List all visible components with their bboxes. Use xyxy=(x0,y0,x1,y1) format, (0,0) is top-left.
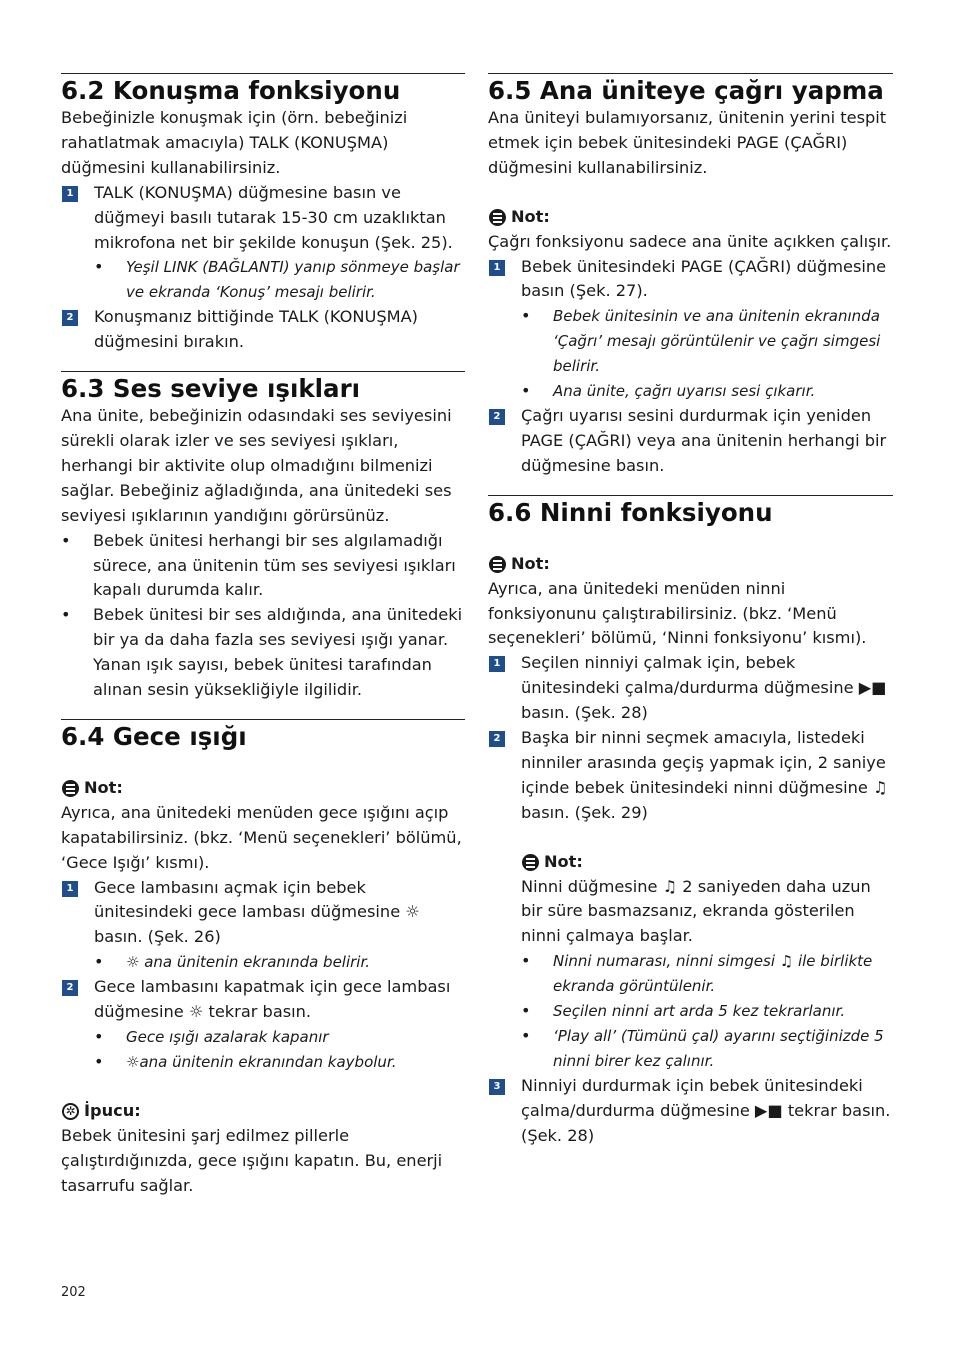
list-item xyxy=(94,1025,465,1050)
lullaby-step-3 xyxy=(488,1074,893,1149)
night-light-step-1 xyxy=(61,876,465,951)
list-item xyxy=(94,1050,465,1075)
bullet-text: ☼ ana ünitenin ekranında belirir. xyxy=(126,953,371,972)
step-text: Ninniyi durdurmak için bebek ünitesindeki çalma/durdurma düğmesine ▶■ tekrar basın. (Şek. 28) xyxy=(521,1075,891,1145)
step-number-badge: 2 xyxy=(62,980,78,996)
list-item xyxy=(94,950,465,975)
step-text: Çağrı uyarısı sesini durdurmak için yeniden PAGE (ÇAĞRI) veya ana ünitenin herhangi bir düğmesine basın. xyxy=(521,405,887,475)
night-light-step-1-result xyxy=(61,950,465,975)
note-icon xyxy=(62,780,79,797)
note-text: Ayrıca, ana ünitedeki menüden ninni fonksiyonunu çalıştırabilirsiniz. (bkz. ‘Menü seçenekleri’ bölümü, ‘Ninni fonksiyonu’ kısmı). xyxy=(488,578,867,648)
sound-lights-intro: Ana ünite, bebeğinizin odasındaki ses seviyesini sürekli olarak izler ve ses seviyesi ışıkları, herhangi bir aktivite olup olmadığını bilmenizi sağlar. Bebeğiniz ağladığında, ana ünitedeki ses seviyesi ışıklarının yandığını görürsünüz. xyxy=(61,406,452,525)
bullet-mark: • xyxy=(521,306,531,326)
bullet-mark: • xyxy=(94,1027,104,1046)
bullet-text: Bebek ünitesi herhangi bir ses algılamadığı sürece, ana ünitenin tüm ses seviyesi ışıkları kapalı durumda kalır. xyxy=(93,530,456,600)
lullaby-nested-note xyxy=(488,826,893,1074)
note-text: Çağrı fonksiyonu sadece ana ünite açıkken çalışır. xyxy=(488,231,892,251)
bullet-mark: • xyxy=(521,951,531,971)
bullet-text: Ninni numarası, ninni simgesi ♫ ile birlikte ekranda görüntülenir. xyxy=(553,952,873,996)
step-number-badge: 1 xyxy=(489,656,505,672)
step-number-badge: 1 xyxy=(62,186,78,202)
note-heading xyxy=(521,850,893,875)
note-label: Not: xyxy=(544,851,583,871)
tip-heading xyxy=(61,1099,465,1124)
list-item xyxy=(61,529,465,604)
section-sound-lights xyxy=(61,371,465,703)
bullet-mark: • xyxy=(521,1001,531,1021)
list-item xyxy=(521,999,893,1024)
bullet-text: ‘Play all’ (Tümünü çal) ayarını seçtiğinizde 5 ninni birer kez çalınır. xyxy=(553,1027,884,1070)
list-item xyxy=(521,1024,893,1074)
note-bullets xyxy=(521,949,893,1074)
step-text: Gece lambasını kapatmak için gece lambası düğmesine ☼ tekrar basın. xyxy=(94,977,451,1022)
note-heading xyxy=(488,552,893,577)
bullet-mark: • xyxy=(94,257,104,277)
note-heading xyxy=(61,776,465,801)
list-item xyxy=(521,949,893,999)
tip-text: Bebek ünitesini şarj edilmez pillerle çalıştırdığınızda, gece ışığını kapatın. Bu, enerji tasarrufu sağlar. xyxy=(61,1125,443,1195)
note-text: Ninni düğmesine ♫ 2 saniyeden daha uzun bir süre basmazsanız, ekranda gösterilen ninni çalmaya başlar. xyxy=(521,876,871,946)
lullaby-step-1 xyxy=(488,651,893,726)
bullet-text: ☼ana ünitenin ekranından kaybolur. xyxy=(126,1052,397,1071)
bullet-text: Bebek ünitesi bir ses aldığında, ana ünitedeki bir ya da daha fazla ses seviyesi ışığı yanar. Yanan ışık sayısı, bebek ünitesi tarafından alınan sesin yüksekliğiyle ilgilidir. xyxy=(93,605,463,700)
step-number-badge: 2 xyxy=(489,409,505,425)
bullet-text: Ana ünite, çağrı uyarısı sesi çıkarır. xyxy=(553,382,816,401)
talk-step-2 xyxy=(61,305,465,355)
tip-label: İpucu: xyxy=(84,1100,141,1120)
step-text: Başka bir ninni seçmek amacıyla, listedeki ninniler arasında geçiş yapmak için, 2 saniye içinde bebek ünitesindeki ninni düğmesine ♫ basın. (Şek. 29) xyxy=(521,728,888,822)
step-text: Gece lambasını açmak için bebek ünitesindeki gece lambası düğmesine ☼ basın. (Şek. 26) xyxy=(94,877,420,947)
note-text: Ayrıca, ana ünitedeki menüden gece ışığını açıp kapatabilirsiniz. (bkz. ‘Menü seçenekleri’ bölümü, ‘Gece Işığı’ kısmı). xyxy=(61,802,462,872)
talk-intro: Bebeğinizle konuşmak için (örn. bebeğinizi rahatlatmak amacıyla) TALK (KONUŞMA) düğmesini kullanabilirsiniz. xyxy=(61,108,408,177)
section-title-talk: 6.2 Konuşma fonksiyonu xyxy=(61,76,401,105)
step-number-badge: 3 xyxy=(489,1079,505,1095)
step-number-badge: 1 xyxy=(489,260,505,276)
list-item xyxy=(521,379,893,404)
section-title-night-light: 6.4 Gece ışığı xyxy=(61,721,247,751)
lullaby-step-2 xyxy=(488,726,893,826)
talk-step-1 xyxy=(61,181,465,256)
step-text: Seçilen ninniyi çalmak için, bebek ünitesindeki çalma/durdurma düğmesine ▶■ basın. (Şek. 28) xyxy=(521,653,887,723)
bullet-mark: • xyxy=(94,952,104,972)
note-label: Not: xyxy=(511,553,550,573)
list-item xyxy=(521,304,893,379)
section-lullaby xyxy=(488,495,893,1149)
bullet-mark: • xyxy=(521,1026,531,1045)
talk-step-1-result xyxy=(61,255,465,305)
step-number-badge: 2 xyxy=(62,310,78,326)
section-talk xyxy=(61,73,465,355)
bullet-text: Seçilen ninni art arda 5 kez tekrarlanır. xyxy=(553,1002,846,1021)
paging-step-1 xyxy=(488,255,893,305)
section-paging xyxy=(488,73,893,479)
page-number: 202 xyxy=(61,1285,86,1300)
note-icon xyxy=(489,209,506,226)
note-heading xyxy=(488,205,893,230)
note-label: Not: xyxy=(511,206,550,226)
step-text: TALK (KONUŞMA) düğmesine basın ve düğmeyi basılı tutarak 15-30 cm uzaklıktan mikrofona net bir şekilde konuşun (Şek. 25). xyxy=(94,182,453,252)
bullet-text: Yeşil LINK (BAĞLANTI) yanıp sönmeye başlar ve ekranda ‘Konuş’ mesajı belirir. xyxy=(126,258,460,302)
left-column xyxy=(61,73,465,1198)
list-item xyxy=(94,255,465,305)
note-icon xyxy=(522,854,539,871)
bullet-mark: • xyxy=(61,605,71,625)
section-night-light xyxy=(61,719,465,1199)
night-light-step-2 xyxy=(61,975,465,1025)
paging-intro: Ana üniteyi bulamıyorsanız, ünitenin yerini tespit etmek için bebek ünitesindeki PAGE (ÇAĞRI) düğmesini kullanabilirsiniz. xyxy=(488,108,887,177)
section-title-sound-lights: 6.3 Ses seviye ışıkları xyxy=(61,374,361,404)
step-text: Bebek ünitesindeki PAGE (ÇAĞRI) düğmesine basın (Şek. 27). xyxy=(521,256,887,301)
bullet-mark: • xyxy=(521,381,531,401)
bullet-mark: • xyxy=(94,1051,104,1071)
step-text: Konuşmanız bittiğinde TALK (KONUŞMA) düğmesini bırakın. xyxy=(94,307,418,352)
step-number-badge: 2 xyxy=(489,731,505,747)
note-icon xyxy=(489,556,506,573)
paging-step-1-result xyxy=(488,304,893,404)
paging-step-2 xyxy=(488,404,893,479)
note-label: Not: xyxy=(84,777,123,797)
tip-icon: ✲ xyxy=(62,1103,79,1120)
section-title-lullaby: 6.6 Ninni fonksiyonu xyxy=(488,497,773,527)
list-item xyxy=(61,603,465,703)
bullet-text: Bebek ünitesinin ve ana ünitenin ekranında ‘Çağrı’ mesajı görüntülenir ve çağrı simgesi belirir. xyxy=(553,307,881,376)
right-column xyxy=(488,73,893,1149)
step-number-badge: 1 xyxy=(62,881,78,897)
night-light-step-2-result xyxy=(61,1025,465,1075)
bullet-text: Gece ışığı azalarak kapanır xyxy=(126,1028,329,1046)
bullet-mark: • xyxy=(61,530,71,550)
section-title-paging: 6.5 Ana üniteye çağrı yapma xyxy=(488,76,884,105)
